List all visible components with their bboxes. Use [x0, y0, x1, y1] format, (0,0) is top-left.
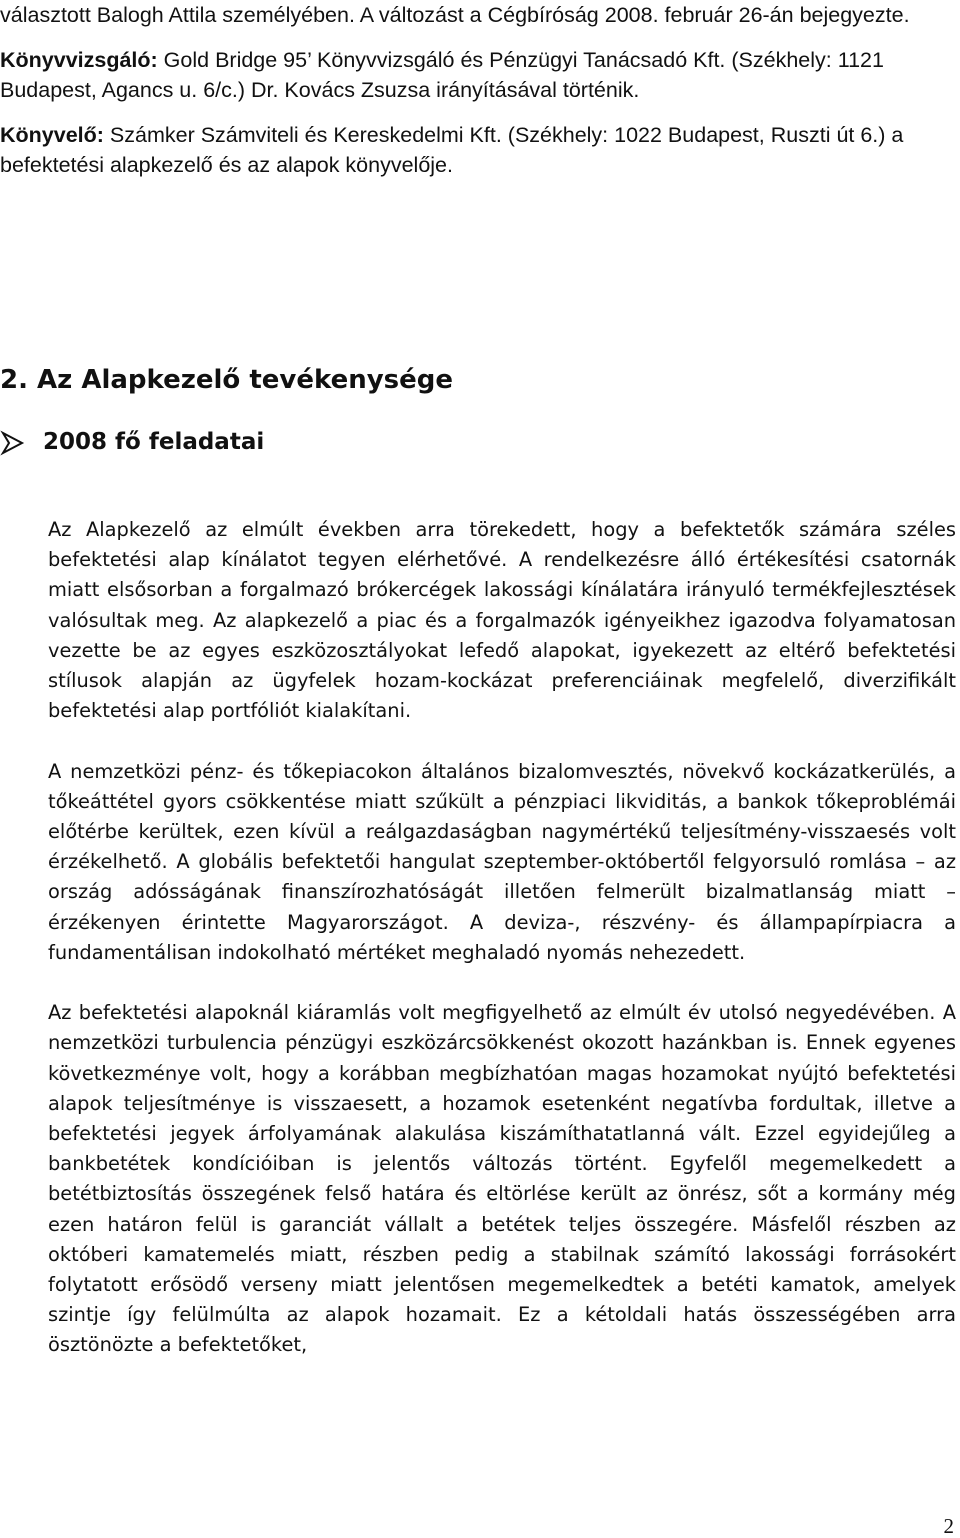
accountant-text: Számker Számviteli és Kereskedelmi Kft. (Székhely: 1022 Budapest, Ruszti út 6.) a befektetési alapkezelő és az alapok könyvelője. [0, 122, 904, 177]
body-text [48, 515, 956, 1391]
auditor-text: Gold Bridge 95’ Könyvvizsgáló és Pénzügyi Tanácsadó Kft. (Székhely: 1121 Budapest, Agancs u. 6/c.) Dr. Kovács Zsuzsa irányításával történik. [0, 47, 884, 102]
accountant-label: Könyvelő: [0, 122, 104, 147]
body-paragraph-1: Az Alapkezelő az elmúlt években arra törekedett, hogy a befektetők számára széles befektetési alap kínálatot tegyen elérhetővé. A rendelkezésre álló értékesítési csatornák miatt elsősorban a forgalmazó brókercégek lakossági kínálatára irányuló termékfejlesztések valósultak meg. Az alapkezelő a piac és a forgalmazók igényeikhez igazodva folyamatosan vezette be az egyes eszközosztályokat lefedő alapokat, igyekezett az eltérő befektetési stílusok alapján az ügyfelek hozam-kockázat preferenciáinak megfelelő, diverzifikált befektetési alap portfóliót kialakítani. [48, 518, 956, 723]
body-paragraph-3: Az befektetési alapoknál kiáramlás volt megfigyelhető az elmúlt év utolsó negyedévében. A nemzetközi turbulencia pénzügyi eszközárcsökkenést okozott hazánkban is. Ennek egyenes következménye volt, hogy a korábban megbízhatóan magas hozamokat nyújtó befektetési alapok teljesítménye is visszaesett, a hozamok esetenként negatívba fordultak, illetve a befektetési jegyek árfolyamának alakulása kiszámíthatatlanná vált. Ezzel egyidejűleg a bankbetétek kondícióiban is jelentős változás történt. Egyfelől megemelkedett a betétbiztosítás összegének felső határa és eltörlése került az önrész, sőt a kormány még ezen határon felül is garanciát vállalt a betétek teljes összegére. Másfelől részben az októberi kamatemelés miatt, részben pedig a stabilnak számító lakossági forrásokért folytatott erősödő verseny miatt jelentősen megemelkedtek a betéti kamatok, amelyek szintje így felülmúlta az alapok hozamait. Ez a kétoldali hatás összességében arra ösztönözte a befektetőket, [48, 1001, 956, 1357]
auditor-paragraph [0, 45, 950, 106]
intro-paragraph: választott Balogh Attila személyében. A változást a Cégbíróság 2008. február 26-án bejegyezte. [0, 3, 910, 27]
section-heading: 2. Az Alapkezelő tevékenysége [0, 365, 454, 395]
page-number: 2 [943, 1514, 954, 1538]
body-paragraph-2: A nemzetközi pénz- és tőkepiacokon általános bizalomvesztés, növekvő kockázatkerülés, a tőkeáttétel gyors csökkentése miatt szűkült a pénzpiaci likviditás, a bankok tőkeproblémái előtérbe kerültek, ezen kívül a reálgazdaságban nagymértékű teljesítmény-visszaesés volt érzékelhető. A globális befektetői hangulat szeptember-októbertől felgyorsuló romlása – az ország adósságának finanszírozhatóságát illetően felmerült bizalmatlanság miatt – érzékenyen érintette Magyarországot. A deviza-, részvény- és állampapírpiacra a fundamentálisan indokolható mértéket meghaladó nyomás nehezedett. [48, 759, 956, 964]
accountant-paragraph [0, 120, 950, 181]
auditor-label: Könyvvizsgáló: [0, 47, 158, 72]
subheading [0, 422, 264, 462]
subheading-text: 2008 fő feladatai [43, 429, 265, 455]
intro-block [0, 0, 950, 181]
arrow-bullet-icon [0, 429, 26, 455]
